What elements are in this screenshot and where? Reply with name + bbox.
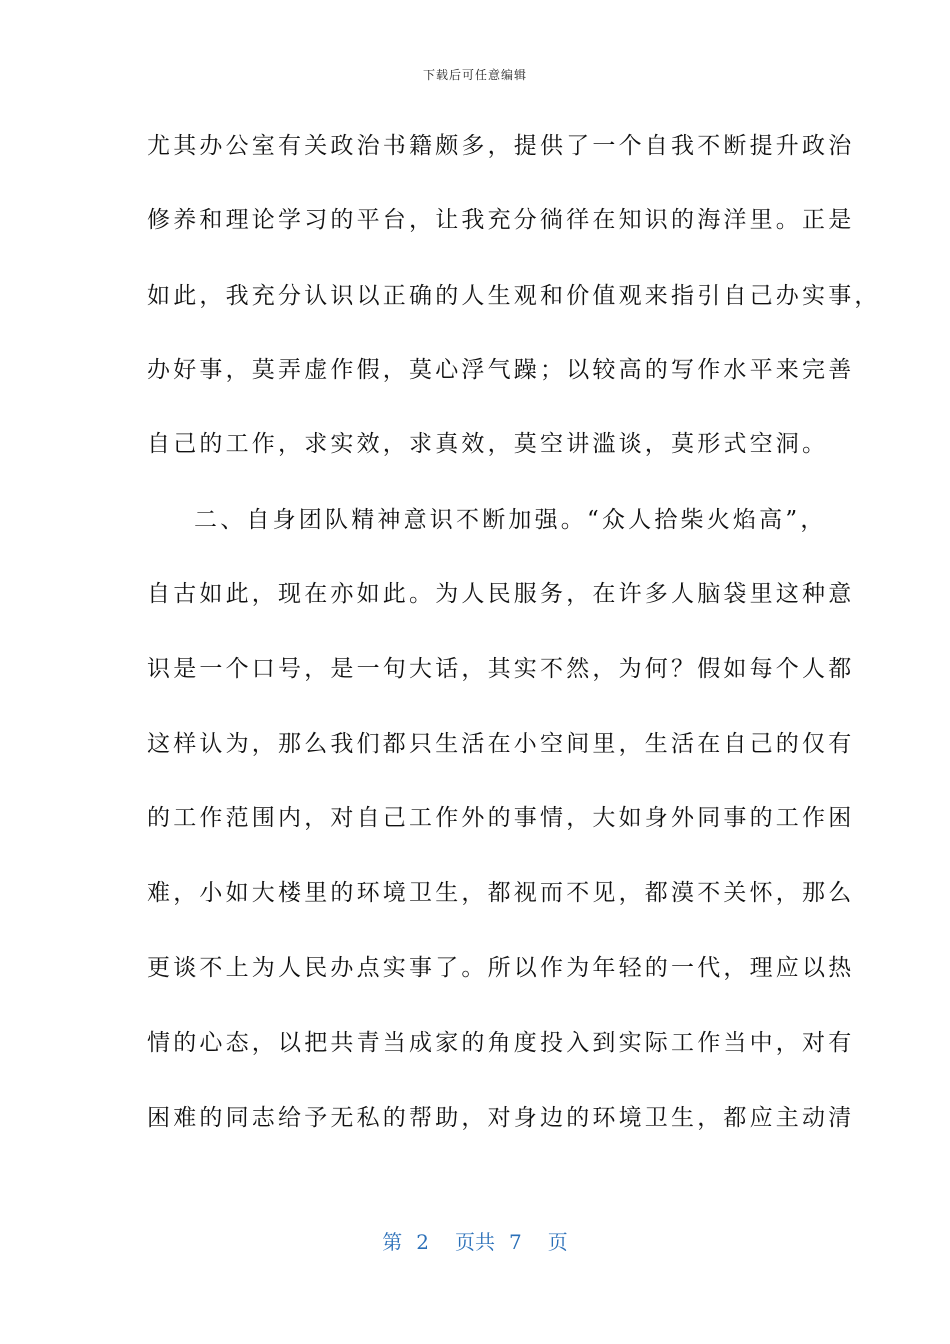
text-line: 尤其办公室有关政治书籍颇多，提供了一个自我不断提升政治 [147,133,855,159]
page-footer [0,1226,950,1255]
text-line: 这样认为，那么我们都只生活在小空间里，生活在自己的仅有 [147,731,855,757]
text-line: 自古如此，现在亦如此。为人民服务，在许多人脑袋里这种意 [147,581,855,607]
text-line: 如此，我充分认识以正确的人生观和价值观来指引自己办实事， [147,283,881,309]
footer-prefix: 第 [382,1230,403,1254]
footer-middle: 页共 [455,1230,495,1254]
footer-suffix: 页 [547,1230,568,1254]
text-line: 识是一个口号，是一句大话，其实不然，为何？假如每个人都 [147,656,855,682]
text-line: 困难的同志给予无私的帮助，对身边的环境卫生，都应主动清 [147,1105,855,1131]
footer-page-number: 2 [416,1230,429,1254]
text-line: 自己的工作，求实效，求真效，莫空讲滥谈，莫形式空洞。 [147,431,829,457]
text-line: 更谈不上为人民办点实事了。所以作为年轻的一代，理应以热 [147,955,855,981]
text-line: 办好事，莫弄虚作假，莫心浮气躁；以较高的写作水平来完善 [147,357,855,383]
text-line: 难，小如大楼里的环境卫生，都视而不见，都漠不关怀，那么 [147,880,855,906]
text-line: 情的心态，以把共青当成家的角度投入到实际工作当中，对有 [147,1030,855,1056]
paragraph-heading-line: 二、自身团队精神意识不断加强。“众人拾柴火焰高”， [194,507,827,533]
page-header-note: 下载后可任意编辑 [422,68,527,82]
footer-total-pages: 7 [509,1230,522,1254]
text-line: 的工作范围内，对自己工作外的事情，大如身外同事的工作困 [147,805,855,831]
text-line: 修养和理论学习的平台，让我充分徜徉在知识的海洋里。正是 [147,207,855,233]
